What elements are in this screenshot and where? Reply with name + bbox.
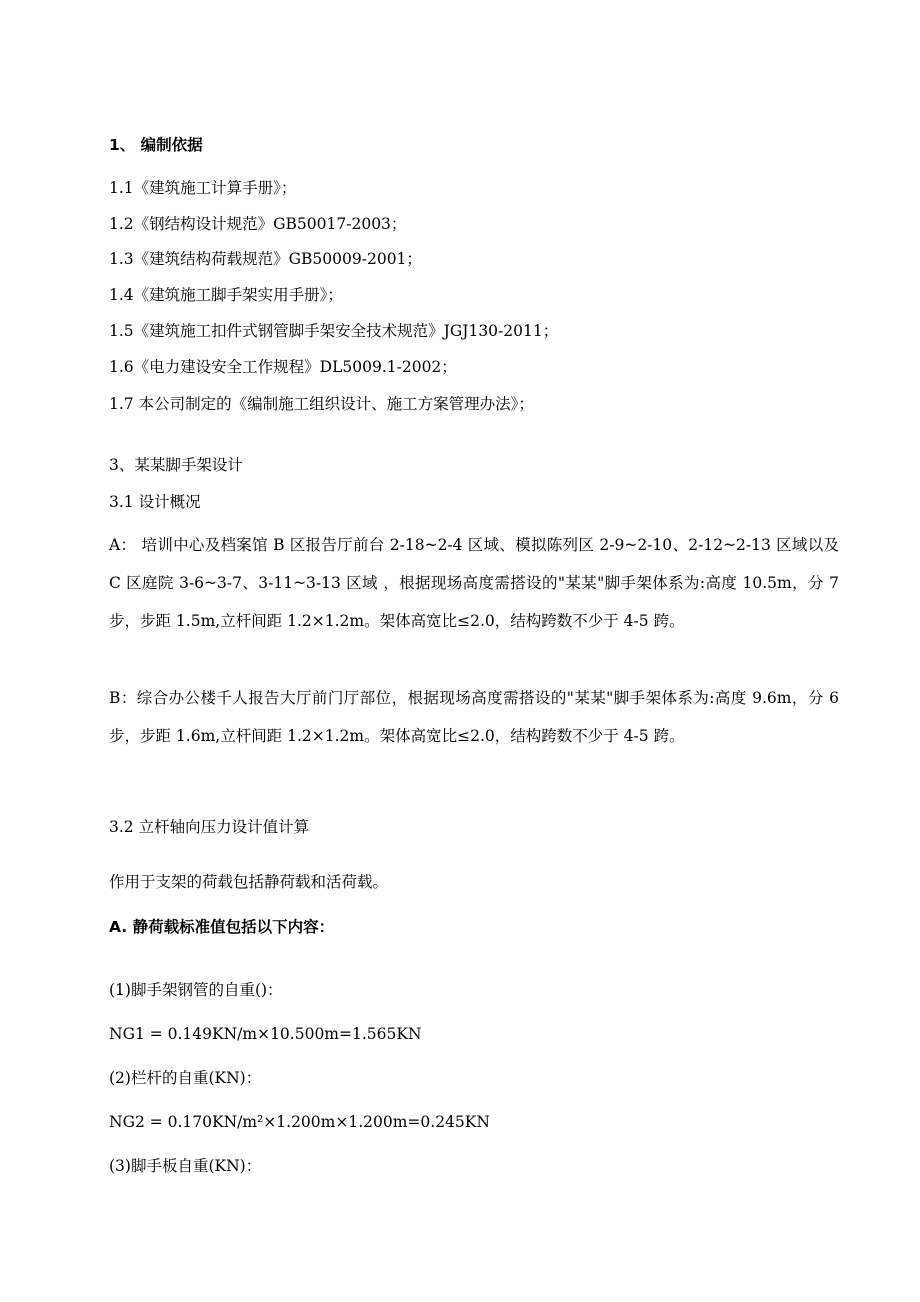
section-1-heading: 1、 编制依据 (109, 136, 203, 154)
subsection-3-1-heading: 3.1 设计概况 (109, 493, 201, 511)
subsection-3-2-heading: 3.2 立杆轴向压力设计值计算 (109, 818, 310, 836)
reference-item: 1.2《钢结构设计规范》GB50017-2003； (109, 215, 407, 233)
load-intro: 作用于支架的荷载包括静荷载和活荷载。 (109, 873, 389, 891)
item-1-label: (1)脚手架钢管的自重()： (109, 981, 283, 999)
paragraph-b: B：综合办公楼千人报告大厅前门厅部位，根据现场高度需搭设的"某某"脚手架体系为:高度 9.6m，分 6 步，步距 1.6m,立杆间距 1.2×1.2m。架体高宽比≤2.0，结构跨数不少于 4-5 跨。 (109, 689, 839, 745)
item-1-formula: NG1 = 0.149KN/m×10.500m=1.565KN (109, 1025, 422, 1043)
reference-item: 1.5《建筑施工扣件式钢管脚手架安全技术规范》JGJ130-2011； (109, 322, 559, 340)
reference-item: 1.7 本公司制定的《编制施工组织设计、施工方案管理办法》； (109, 395, 534, 413)
section-3-heading: 3、某某脚手架设计 (109, 456, 243, 474)
reference-item: 1.6《电力建设安全工作规程》DL5009.1-2002； (109, 358, 457, 376)
reference-item: 1.4《建筑施工脚手架实用手册》； (109, 286, 343, 304)
reference-item: 1.1《建筑施工计算手册》； (109, 179, 297, 197)
item-2-formula: NG2 = 0.170KN/m²×1.200m×1.200m=0.245KN (109, 1113, 490, 1131)
static-load-heading: A. 静荷载标准值包括以下内容： (109, 918, 335, 936)
reference-item: 1.3《建筑结构荷载规范》GB50009-2001； (109, 250, 422, 268)
item-3-label: (3)脚手板自重(KN)： (109, 1157, 262, 1175)
item-2-label: (2)栏杆的自重(KN)： (109, 1069, 262, 1087)
paragraph-a: A： 培训中心及档案馆 B 区报告厅前台 2-18~2-4 区域、模拟陈列区 2-9~2-10、2-12~2-13 区域以及 C 区庭院 3-6~3-7、3-11~3-13 区域 ，根据现场高度需搭设的"某某"脚手架体系为:高度 10.5m，分 7 步，步距 1.5m,立杆间距 1.2×1.2m。架体高宽比≤2.0，结构跨数不少于 4-5 跨。 (109, 536, 839, 630)
